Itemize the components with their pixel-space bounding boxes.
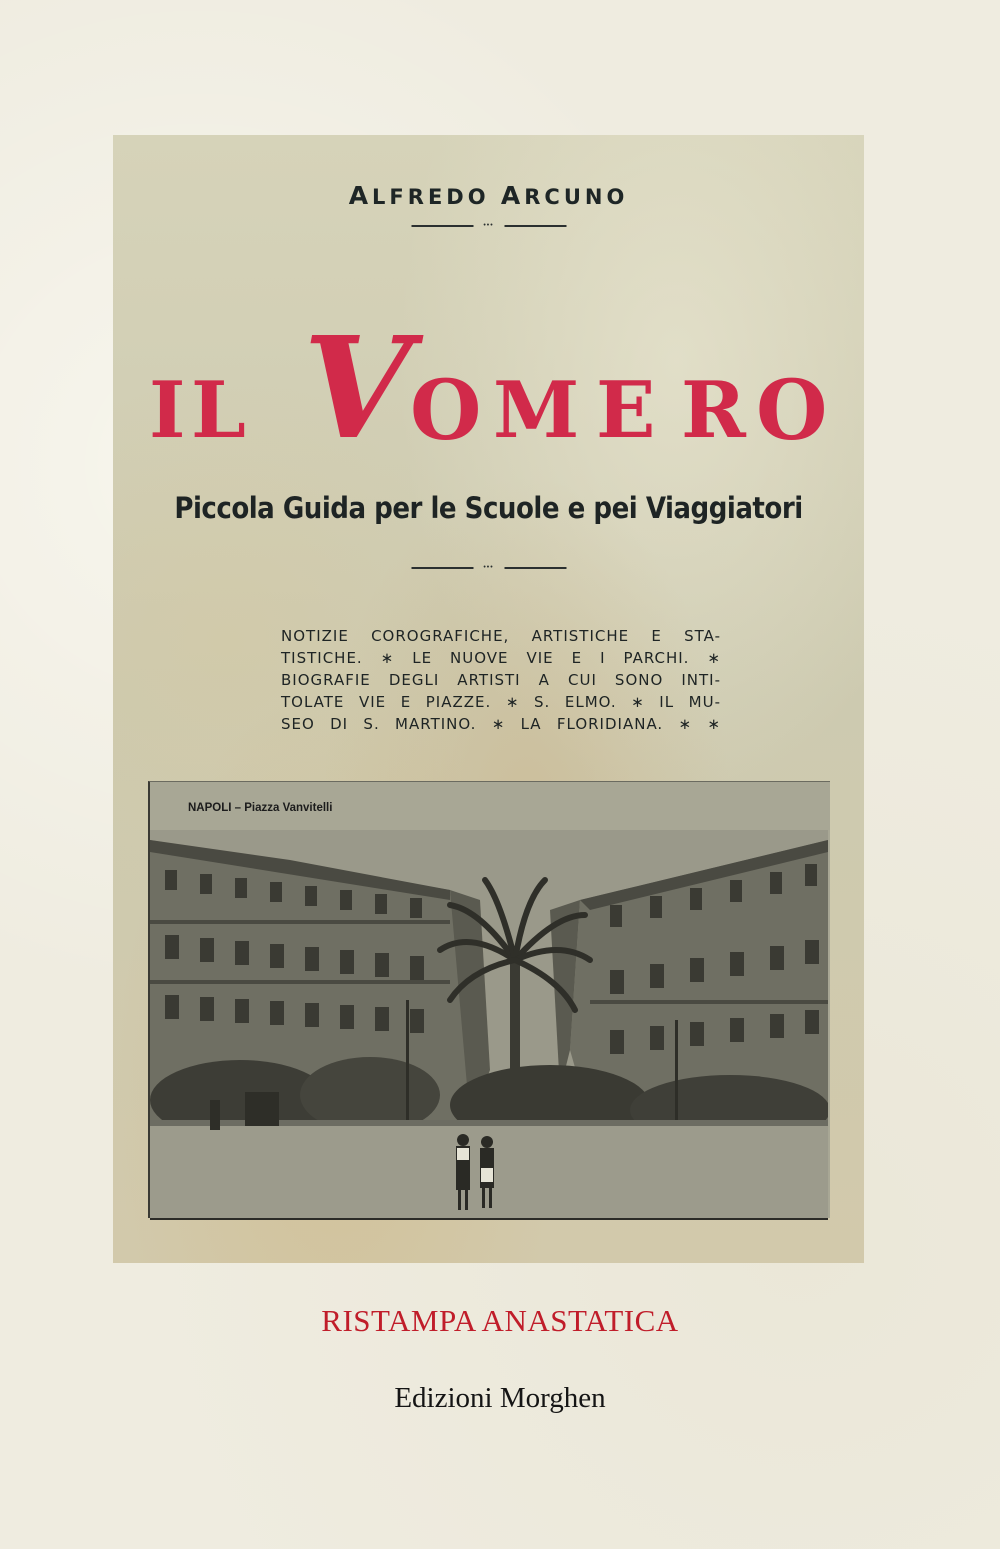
book-title [113, 303, 864, 471]
ornament-glyph: ••• [483, 222, 494, 229]
book-cover-scan [113, 135, 864, 1263]
notes-line: TOLATE VIE E PIAZZE. ∗ S. ELMO. ∗ IL MU- [281, 693, 721, 711]
title-letter: R [681, 365, 746, 456]
book-subtitle: Piccola Guida per le Scuole e pei Viaggiatori [174, 491, 803, 525]
title-letter: L [191, 365, 246, 456]
title-letter: M [493, 365, 580, 456]
title-letter: O [756, 363, 828, 459]
notes-line: TISTICHE. ∗ LE NUOVE VIE E I PARCHI. ∗ [281, 649, 721, 667]
postcard-photo-frame [148, 781, 830, 1218]
title-letter-drop-cap: V [303, 307, 412, 471]
title-letter: I [149, 365, 186, 456]
title-letter: E [596, 365, 656, 456]
title-letter: O [410, 363, 482, 459]
author-name [113, 181, 864, 210]
ornamental-rule-top [411, 221, 566, 231]
street-scene-illustration [150, 830, 828, 1218]
notes-line: NOTIZIE COROGRAFICHE, ARTISTICHE E STA- [281, 627, 721, 645]
piazza-vanvitelli-photo [150, 830, 828, 1220]
ornament-glyph: ••• [483, 564, 494, 571]
ornamental-rule-middle [411, 563, 566, 573]
contents-notes [281, 625, 721, 735]
publisher-name: Edizioni Morghen [394, 1382, 606, 1414]
author-last-rest: RCUNO [524, 185, 629, 209]
edition-label: RISTAMPA ANASTATICA [321, 1303, 679, 1338]
photo-caption: NAPOLI – Piazza Vanvitelli [188, 802, 333, 814]
notes-line: SEO DI S. MARTINO. ∗ LA FLORIDIANA. ∗ ∗ [281, 715, 721, 733]
author-initial-first: A [348, 181, 373, 210]
author-first-rest: LFREDO [372, 185, 501, 209]
author-initial-last: A [500, 181, 525, 210]
notes-line: BIOGRAFIE DEGLI ARTISTI A CUI SONO INTI- [281, 671, 721, 689]
